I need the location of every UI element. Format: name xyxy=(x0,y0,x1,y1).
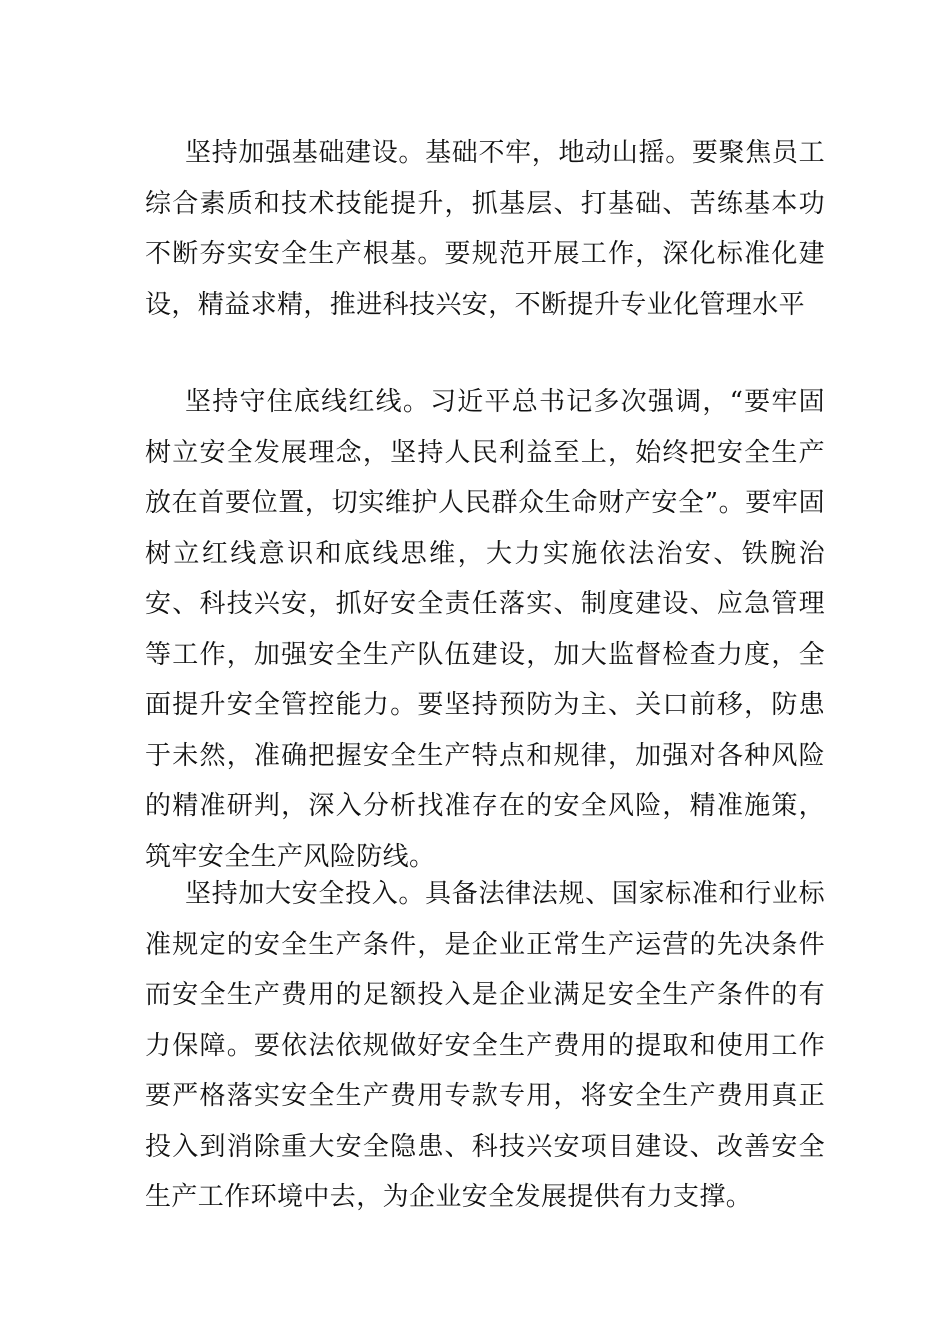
paragraph-safety-investment: 坚持加大安全投入。具备法律法规、国家标准和行业标准规定的安全生产条件，是企业正常生产运营的先决条件而安全生产费用的足额投入是企业满足安全生产条件的有力保障。要依法依规做好安全生产费用的提取和使用工作要严格落实安全生产费用专款专用，将安全生产费用真正投入到消除重大安全隐患、科技兴安项目建设、改善安全生产工作环境中去，为企业安全发展提供有力支撑。 xyxy=(145,879,825,1212)
paragraph-basic-construction: 坚持加强基础建设。基础不牢，地动山摇。要聚焦员工综合素质和技术技能提升，抓基层、打基础、苦练基本功不断夯实安全生产根基。要规范开展工作，深化标准化建设，精益求精，推进科技兴安，不断提升专业化管理水平 xyxy=(145,138,825,320)
paragraph-safety-bottom-line: 坚持守住底线红线。习近平总书记多次强调，“要牢固树立安全发展理念，坚持人民利益至上，始终把安全生产放在首要位置，切实维护人民群众生命财产安全”。要牢固树立红线意识和底线思维，大力实施依法治安、铁腕治安、科技兴安，抓好安全责任落实、制度建设、应急管理等工作，加强安全生产队伍建设，加大监督检查力度，全面提升安全管控能力。要坚持预防为主、关口前移，防患于未然，准确把握安全生产特点和规律，加强对各种风险的精准研判，深入分析找准存在的安全风险，精准施策，筑牢安全生产风险防线。 xyxy=(145,387,825,872)
